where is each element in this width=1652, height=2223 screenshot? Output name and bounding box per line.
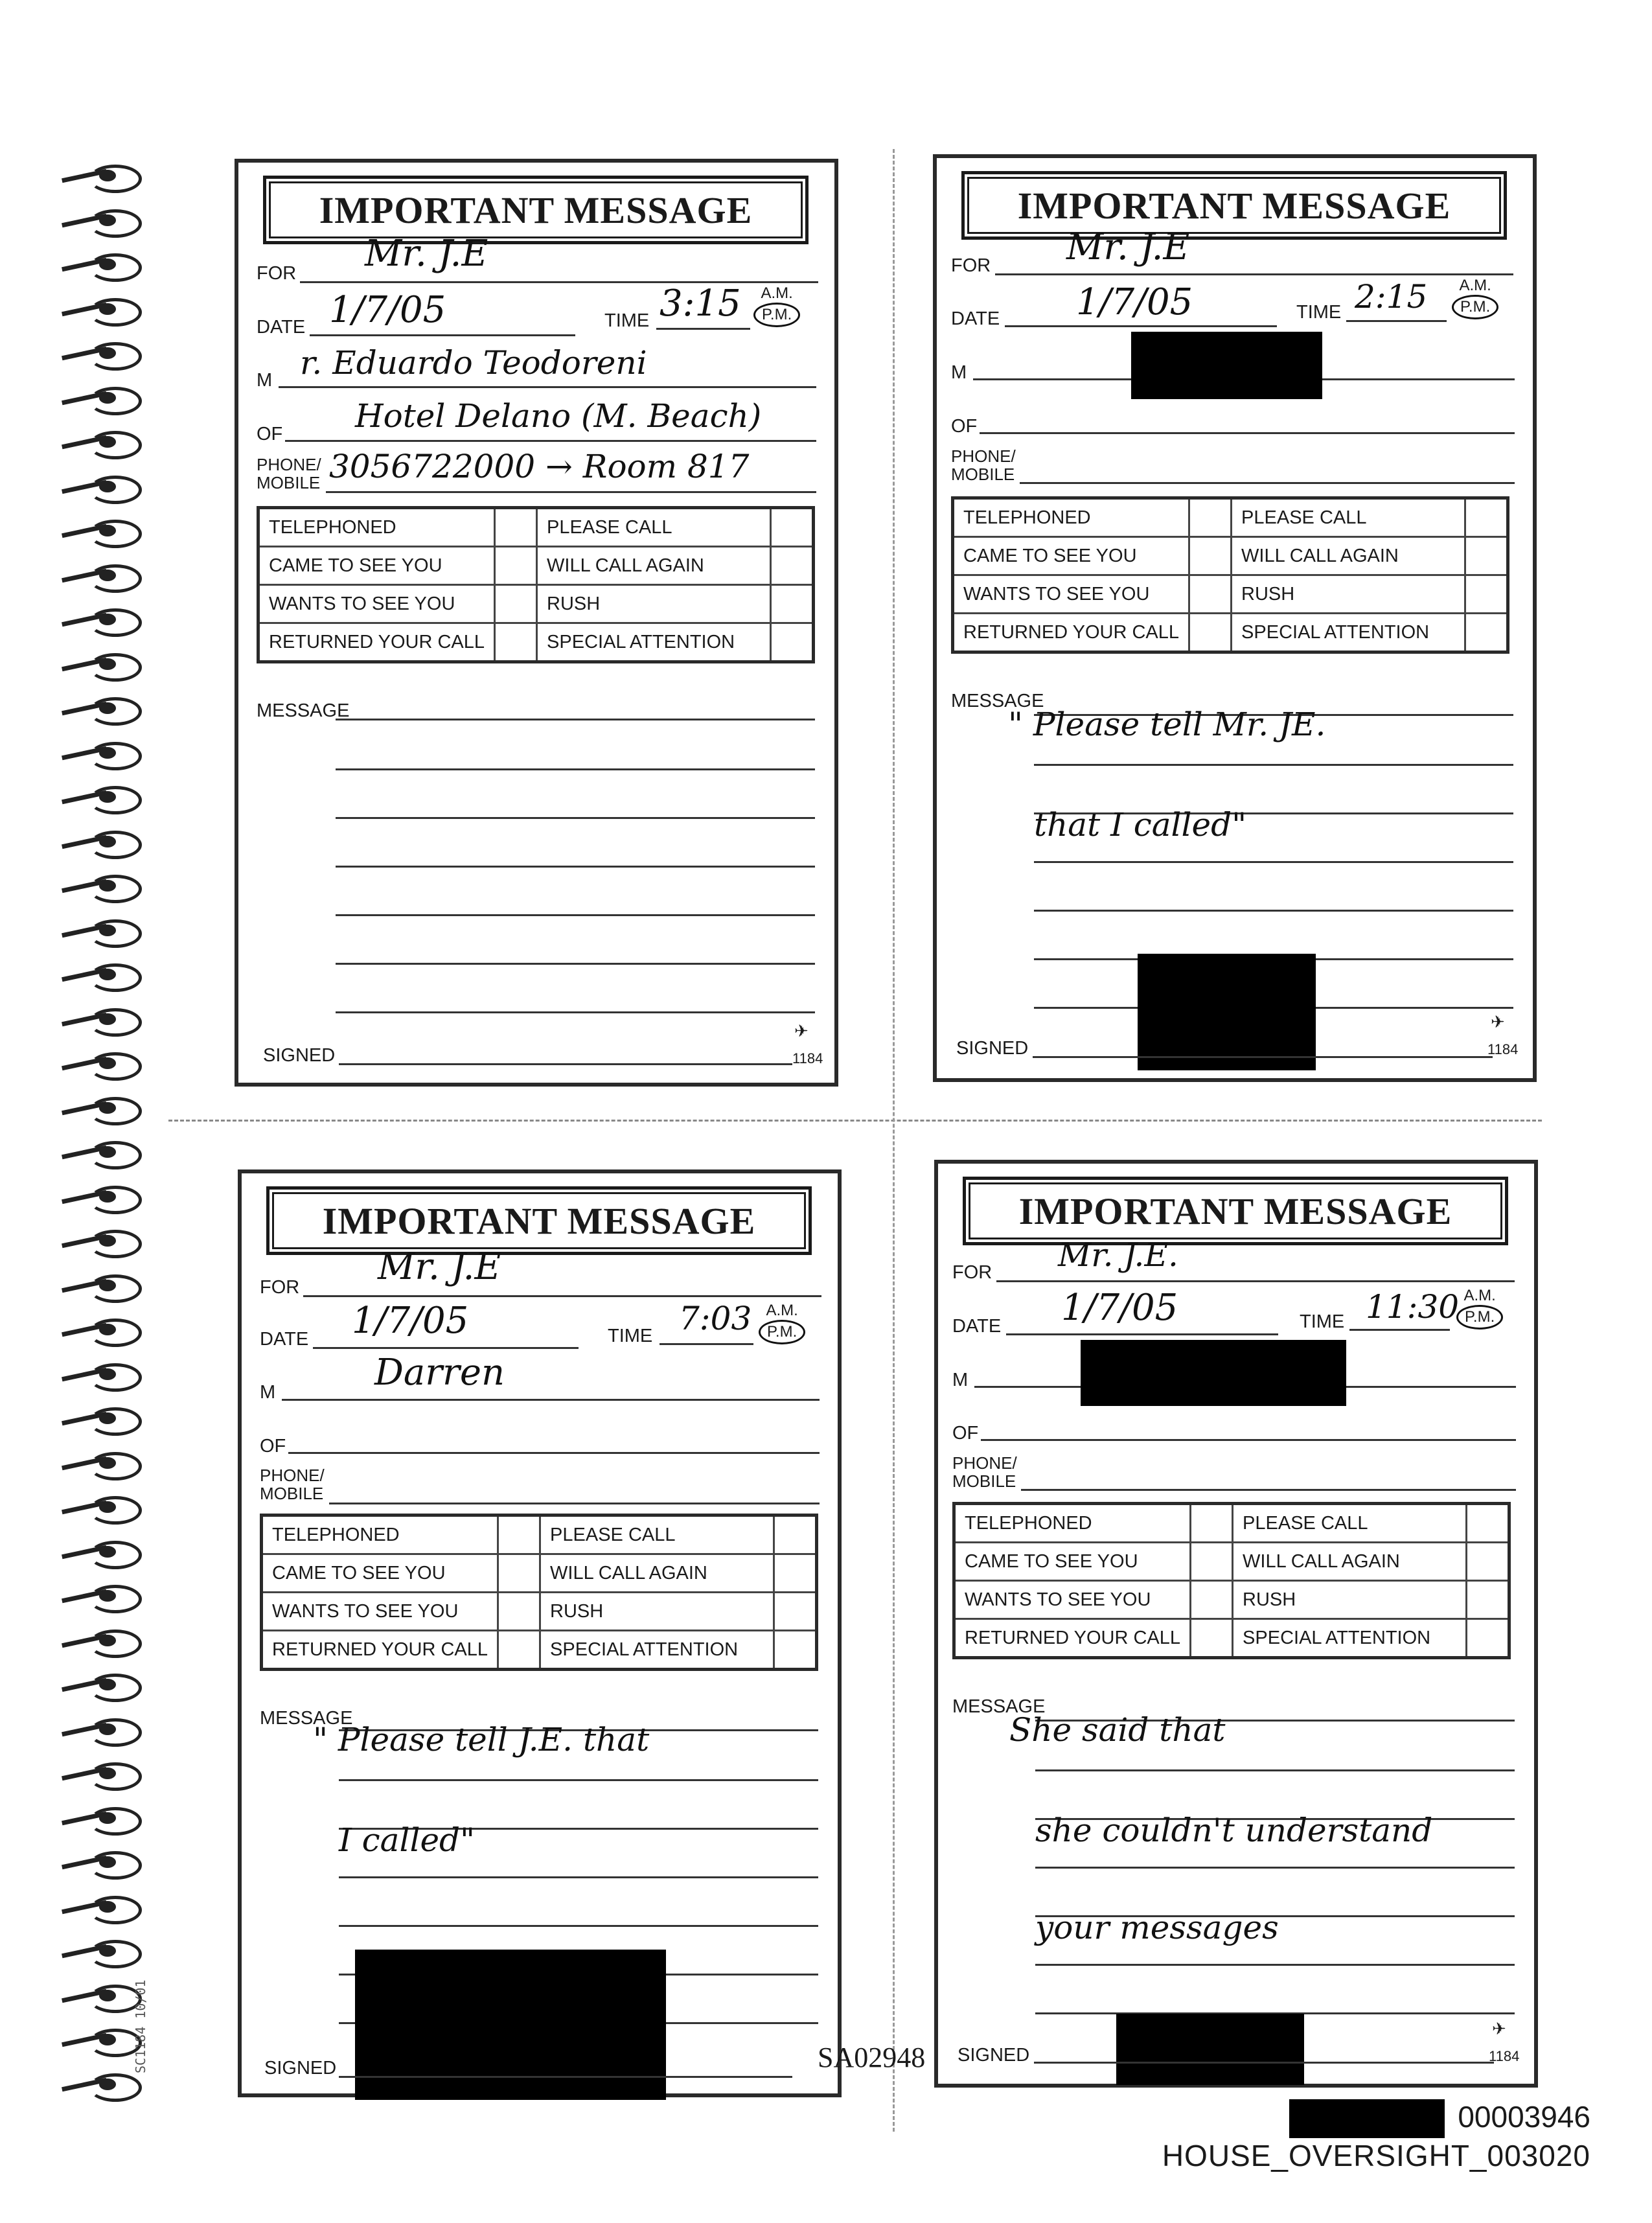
spiral-coil	[62, 1183, 143, 1213]
checkbox[interactable]	[495, 547, 537, 585]
checkbox[interactable]	[1467, 1504, 1509, 1543]
checkbox-row	[262, 1515, 817, 1554]
redaction-box	[1081, 1340, 1346, 1406]
phone-label-line2: MOBILE	[952, 1471, 1016, 1491]
form-number: 1184	[1489, 2048, 1520, 2064]
checkbox[interactable]	[1465, 537, 1508, 575]
message-rule-line	[336, 1011, 815, 1013]
time-value: 11:30	[1366, 1288, 1460, 1326]
redaction-box	[1116, 2014, 1304, 2085]
message-slip-4	[934, 1160, 1538, 2088]
phone-label-line1: PHONE/	[952, 1453, 1017, 1473]
time-line	[1346, 320, 1447, 322]
of-label: OF	[260, 1436, 286, 1457]
checkbox[interactable]	[495, 508, 537, 547]
slip-title: IMPORTANT MESSAGE	[266, 1186, 812, 1255]
phone-label	[951, 447, 1016, 483]
spiral-coil	[62, 739, 143, 769]
message-rule-line	[336, 914, 815, 916]
message-text: she couldn't understand	[1035, 1812, 1433, 1849]
check-option-label: WILL CALL AGAIN	[1232, 537, 1465, 575]
check-option-label: TELEPHONED	[262, 1515, 498, 1554]
of-label: OF	[952, 1423, 979, 1444]
date-label: DATE	[257, 317, 306, 338]
message-rule-line	[1035, 1769, 1515, 1771]
signed-label: SIGNED	[264, 2058, 337, 2079]
phone-label-line2: MOBILE	[257, 473, 321, 492]
redaction-box	[1138, 954, 1316, 1070]
date-line	[1005, 325, 1277, 327]
spiral-coil	[62, 1538, 143, 1568]
check-option-label: RUSH	[1232, 575, 1465, 614]
m-value: Darren	[374, 1352, 505, 1394]
message-rule-line	[339, 1925, 818, 1927]
checkbox[interactable]	[774, 1554, 817, 1593]
checkbox-row	[258, 623, 814, 662]
message-rule-line	[339, 1779, 818, 1781]
checkbox[interactable]	[771, 547, 814, 585]
spiral-coil	[62, 828, 143, 858]
for-line	[996, 1280, 1515, 1282]
date-line	[310, 334, 575, 336]
spiral-coil	[62, 517, 143, 547]
phone-label	[257, 455, 321, 492]
spiral-coil	[62, 295, 143, 325]
check-option-label: SPECIAL ATTENTION	[1233, 1619, 1467, 1658]
message-rule-line	[336, 768, 815, 770]
m-label: M	[260, 1382, 276, 1403]
spiral-coil	[62, 606, 143, 636]
checkbox[interactable]	[1189, 498, 1232, 537]
spiral-coil	[62, 1937, 143, 1967]
check-option-label: WANTS TO SEE YOU	[953, 575, 1189, 614]
date-label: DATE	[952, 1316, 1002, 1337]
message-rule-line	[1034, 764, 1513, 766]
checkbox[interactable]	[1467, 1581, 1509, 1619]
spiral-coil	[62, 917, 143, 947]
message-label: MESSAGE	[260, 1708, 353, 1729]
spiral-coil	[62, 1982, 143, 2012]
check-option-label: WILL CALL AGAIN	[540, 1554, 774, 1593]
am-label: A.M.	[1463, 1287, 1496, 1304]
checkbox-row	[953, 614, 1508, 652]
am-pm-indicator	[1456, 1288, 1503, 1330]
am-label: A.M.	[1459, 277, 1491, 294]
check-option-label: TELEPHONED	[258, 508, 495, 547]
message-slip-1	[235, 159, 838, 1087]
for-label: FOR	[951, 255, 991, 276]
spiral-coil	[62, 1493, 143, 1523]
slip-title: IMPORTANT MESSAGE	[963, 1177, 1508, 1245]
spiral-coil	[62, 1094, 143, 1124]
spiral-coil	[62, 251, 143, 281]
phone-line	[1021, 1489, 1516, 1491]
phone-line	[1020, 482, 1515, 484]
checkbox[interactable]	[498, 1593, 540, 1631]
spiral-coil	[62, 651, 143, 680]
checkbox-row	[954, 1581, 1509, 1619]
check-option-label: RETURNED YOUR CALL	[954, 1619, 1191, 1658]
spiral-coil	[62, 473, 143, 503]
time-line	[1349, 1329, 1450, 1331]
checkbox-row	[954, 1619, 1509, 1658]
message-rule-line	[336, 719, 815, 720]
phone-line	[326, 491, 816, 493]
check-option-label: TELEPHONED	[953, 498, 1189, 537]
spiral-coil	[62, 1361, 143, 1390]
spiral-coil	[62, 1050, 143, 1079]
spiral-coil	[62, 1138, 143, 1168]
signed-line	[339, 2076, 792, 2078]
am-label: A.M.	[761, 284, 793, 302]
spiral-coil	[62, 1582, 143, 1612]
checkbox[interactable]	[1467, 1619, 1509, 1658]
checkbox-row	[262, 1554, 817, 1593]
phone-label-line2: MOBILE	[260, 1484, 324, 1503]
spiral-coil	[62, 1849, 143, 1878]
spiral-coil	[62, 1006, 143, 1035]
check-option-label: SPECIAL ATTENTION	[537, 623, 771, 662]
phone-label	[260, 1466, 325, 1503]
checkbox-row	[262, 1631, 817, 1670]
check-option-label: WANTS TO SEE YOU	[262, 1593, 498, 1631]
time-value: 7:03	[679, 1300, 752, 1337]
signed-line	[1034, 2062, 1494, 2064]
checkbox-grid	[257, 506, 815, 663]
message-rule-line	[336, 866, 815, 868]
signed-label: SIGNED	[956, 1038, 1029, 1059]
page-code: SA02948	[818, 2042, 926, 2073]
spiral-coil	[62, 783, 143, 813]
phone-label-line1: PHONE/	[260, 1466, 325, 1485]
checkbox[interactable]	[774, 1593, 817, 1631]
checkbox-row	[953, 537, 1508, 575]
time-label: TIME	[608, 1326, 653, 1346]
checkbox[interactable]	[771, 585, 814, 623]
message-rule-line	[336, 963, 815, 965]
checkbox[interactable]	[498, 1554, 540, 1593]
redaction-box	[1131, 332, 1322, 399]
time-line	[656, 328, 750, 330]
spiral-binding	[62, 162, 152, 2125]
message-rule-line	[336, 817, 815, 819]
for-line	[303, 1295, 821, 1297]
am-pm-indicator	[759, 1303, 805, 1344]
check-option-label: RETURNED YOUR CALL	[262, 1631, 498, 1670]
checkbox-row	[953, 498, 1508, 537]
check-option-label: SPECIAL ATTENTION	[540, 1631, 774, 1670]
checkbox[interactable]	[1191, 1619, 1233, 1658]
slip-title: IMPORTANT MESSAGE	[263, 176, 809, 244]
check-option-label: PLEASE CALL	[1232, 498, 1465, 537]
spiral-coil	[62, 1671, 143, 1701]
check-option-label: RUSH	[537, 585, 771, 623]
checkbox[interactable]	[1191, 1504, 1233, 1543]
spiral-coil	[62, 1316, 143, 1346]
message-text: " Please tell J.E. that	[313, 1721, 650, 1758]
perforation-vertical	[893, 149, 895, 2132]
checkbox[interactable]	[774, 1631, 817, 1670]
pm-label-circled: P.M.	[1452, 295, 1498, 319]
for-line	[995, 273, 1513, 275]
form-number: 1184	[1487, 1041, 1519, 1057]
date-value: 1/7/05	[329, 289, 446, 331]
spiral-coil	[62, 1405, 143, 1434]
check-option-label: WILL CALL AGAIN	[1233, 1543, 1467, 1581]
spiral-coil	[62, 1716, 143, 1745]
spiral-coil	[62, 2071, 143, 2101]
for-value: Mr. J.E.	[1058, 1236, 1178, 1274]
for-label: FOR	[952, 1262, 992, 1283]
signed-line	[1033, 1056, 1493, 1058]
date-value: 1/7/05	[352, 1300, 469, 1342]
signed-line	[339, 1063, 792, 1065]
checkbox-row	[258, 547, 814, 585]
message-rule-line	[1034, 910, 1513, 912]
checkbox[interactable]	[1191, 1543, 1233, 1581]
of-line	[288, 1452, 820, 1454]
pm-label-circled: P.M.	[759, 1320, 805, 1344]
phone-label-line1: PHONE/	[257, 455, 321, 474]
checkbox-grid	[951, 496, 1509, 654]
message-label: MESSAGE	[952, 1696, 1046, 1717]
printer-logo-icon: ✈	[1492, 2019, 1506, 2038]
checkbox-row	[954, 1543, 1509, 1581]
signed-label: SIGNED	[958, 2045, 1030, 2066]
spiral-coil	[62, 1449, 143, 1479]
time-value: 3:15	[660, 282, 741, 325]
check-option-label: CAME TO SEE YOU	[954, 1543, 1191, 1581]
checkbox[interactable]	[1465, 575, 1508, 614]
printer-logo-icon: ✈	[1491, 1012, 1505, 1031]
date-line	[1006, 1333, 1278, 1335]
checkbox-grid	[260, 1514, 818, 1671]
m-label: M	[952, 1370, 969, 1390]
pm-label-circled: P.M.	[753, 303, 800, 327]
message-text: She said that	[1009, 1711, 1226, 1749]
checkbox[interactable]	[1467, 1543, 1509, 1581]
bates-redaction	[1289, 2099, 1445, 2138]
of-line	[980, 432, 1515, 434]
check-option-label: TELEPHONED	[954, 1504, 1191, 1543]
date-label: DATE	[951, 308, 1000, 329]
checkbox[interactable]	[1189, 575, 1232, 614]
check-option-label: RUSH	[1233, 1581, 1467, 1619]
spiral-coil	[62, 1627, 143, 1657]
of-label: OF	[951, 416, 978, 437]
phone-label-line1: PHONE/	[951, 446, 1016, 466]
time-label: TIME	[1300, 1311, 1345, 1332]
binding-label: SC1184 10/01	[133, 1979, 148, 2073]
message-slip-3	[238, 1169, 842, 2097]
m-value: r. Eduardo Teodoreni	[300, 344, 647, 382]
check-option-label: CAME TO SEE YOU	[262, 1554, 498, 1593]
message-text: that I called"	[1034, 806, 1247, 844]
checkbox[interactable]	[498, 1631, 540, 1670]
checkbox[interactable]	[1465, 614, 1508, 652]
message-rule-line	[339, 1876, 818, 1878]
for-label: FOR	[260, 1277, 300, 1298]
spiral-coil	[62, 961, 143, 991]
check-option-label: WILL CALL AGAIN	[537, 547, 771, 585]
phone-line	[329, 1503, 820, 1504]
spiral-coil	[62, 1804, 143, 1834]
check-option-label: RETURNED YOUR CALL	[953, 614, 1189, 652]
message-rule-line	[1035, 1867, 1515, 1869]
spiral-coil	[62, 695, 143, 724]
message-rule-line	[1034, 861, 1513, 863]
check-option-label: PLEASE CALL	[1233, 1504, 1467, 1543]
check-option-label: CAME TO SEE YOU	[953, 537, 1189, 575]
am-label: A.M.	[766, 1302, 798, 1319]
spiral-coil	[62, 340, 143, 369]
spiral-coil	[62, 1760, 143, 1790]
checkbox[interactable]	[498, 1515, 540, 1554]
m-label: M	[257, 370, 273, 391]
check-option-label: PLEASE CALL	[540, 1515, 774, 1554]
bates-number: 00003946	[1458, 2100, 1590, 2134]
phone-value: 3056722000 → Room 817	[329, 448, 750, 485]
check-option-label: RUSH	[540, 1593, 774, 1631]
spiral-coil	[62, 162, 143, 192]
check-option-label: WANTS TO SEE YOU	[258, 585, 495, 623]
checkbox[interactable]	[1189, 614, 1232, 652]
checkbox[interactable]	[495, 623, 537, 662]
checkbox-row	[258, 508, 814, 547]
message-text: I called"	[339, 1821, 476, 1859]
checkbox-grid	[952, 1502, 1511, 1659]
checkbox[interactable]	[771, 508, 814, 547]
checkbox[interactable]	[1189, 537, 1232, 575]
time-value: 2:15	[1355, 278, 1428, 316]
message-slip-2	[933, 154, 1537, 1082]
check-option-label: CAME TO SEE YOU	[258, 547, 495, 585]
of-line	[981, 1439, 1516, 1441]
am-pm-indicator	[1452, 278, 1498, 319]
phone-label	[952, 1454, 1017, 1490]
check-option-label: PLEASE CALL	[537, 508, 771, 547]
for-value: Mr. J.E	[1066, 226, 1190, 268]
slip-title: IMPORTANT MESSAGE	[961, 171, 1507, 240]
for-value: Mr. J.E	[365, 233, 488, 275]
check-option-label: WANTS TO SEE YOU	[954, 1581, 1191, 1619]
of-line	[285, 440, 816, 442]
checkbox-row	[258, 585, 814, 623]
m-label: M	[951, 362, 967, 383]
checkbox-row	[262, 1593, 817, 1631]
printer-logo-icon: ✈	[794, 1021, 809, 1041]
date-label: DATE	[260, 1329, 309, 1350]
checkbox[interactable]	[1465, 498, 1508, 537]
pm-label-circled: P.M.	[1456, 1305, 1503, 1330]
checkbox[interactable]	[495, 585, 537, 623]
am-pm-indicator	[753, 286, 800, 327]
message-label: MESSAGE	[951, 691, 1044, 711]
message-rule-line	[1035, 1964, 1515, 1966]
m-line	[282, 1399, 820, 1401]
checkbox[interactable]	[774, 1515, 817, 1554]
bates-id: HOUSE_OVERSIGHT_003020	[1162, 2139, 1590, 2172]
time-label: TIME	[1296, 302, 1342, 323]
perforation-horizontal	[168, 1120, 1542, 1122]
spiral-coil	[62, 384, 143, 414]
of-value: Hotel Delano (M. Beach)	[355, 397, 762, 435]
signed-label: SIGNED	[263, 1045, 336, 1066]
for-label: FOR	[257, 263, 297, 284]
phone-label-line2: MOBILE	[951, 465, 1015, 484]
spiral-coil	[62, 1893, 143, 1923]
time-label: TIME	[604, 310, 650, 331]
date-value: 1/7/05	[1076, 281, 1193, 323]
message-text: " Please tell Mr. JE.	[1008, 706, 1326, 743]
check-option-label: SPECIAL ATTENTION	[1232, 614, 1465, 652]
checkbox-row	[954, 1504, 1509, 1543]
spiral-coil	[62, 2026, 143, 2056]
spiral-coil	[62, 872, 143, 902]
checkbox[interactable]	[1191, 1581, 1233, 1619]
check-option-label: RETURNED YOUR CALL	[258, 623, 495, 662]
date-value: 1/7/05	[1061, 1287, 1178, 1329]
of-label: OF	[257, 424, 283, 444]
spiral-coil	[62, 207, 143, 236]
time-line	[660, 1343, 753, 1345]
checkbox-row	[953, 575, 1508, 614]
message-label: MESSAGE	[257, 700, 350, 721]
spiral-coil	[62, 562, 143, 592]
date-line	[313, 1347, 579, 1349]
spiral-coil	[62, 428, 143, 458]
for-value: Mr. J.E	[378, 1246, 501, 1288]
spiral-coil	[62, 1227, 143, 1257]
form-number: 1184	[792, 1050, 823, 1066]
m-line	[279, 386, 816, 388]
spiral-coil	[62, 1272, 143, 1302]
checkbox[interactable]	[771, 623, 814, 662]
message-text: your messages	[1035, 1909, 1279, 1946]
